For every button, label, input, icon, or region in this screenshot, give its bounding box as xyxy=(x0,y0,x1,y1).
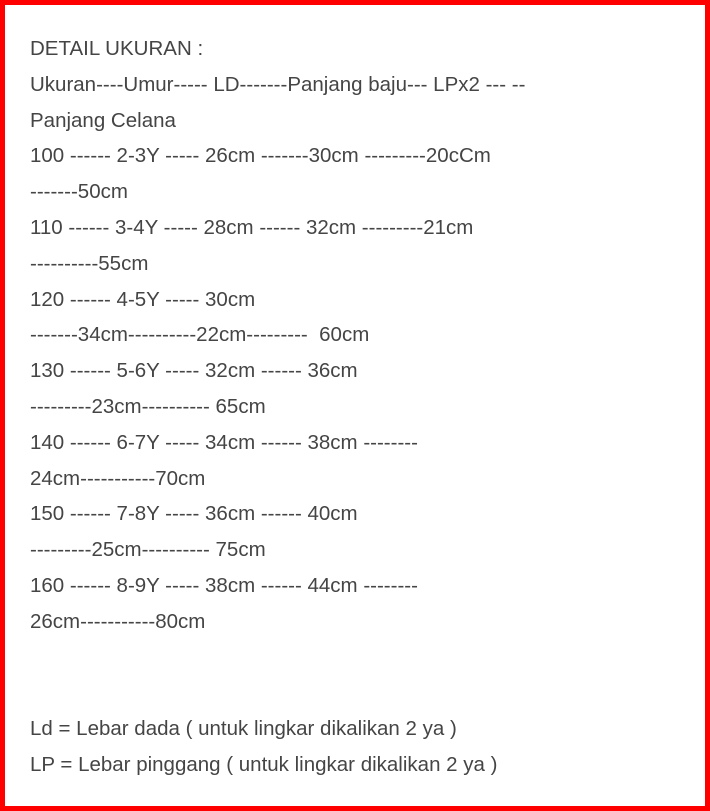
size-row-100: 100 ------ 2-3Y ----- 26cm -------30cm ---------20cCm xyxy=(30,144,491,168)
size-row-130-cont: ---------23cm---------- 65cm xyxy=(30,394,266,418)
blank-line xyxy=(30,675,525,711)
size-row-150-cont: ---------25cm---------- 75cm xyxy=(30,538,266,562)
size-row-150: 150 ------ 7-8Y ----- 36cm ------ 40cm xyxy=(30,502,358,526)
size-row-110-cont: ----------55cm xyxy=(30,251,149,275)
document-title: DETAIL UKURAN : xyxy=(30,37,204,60)
size-row-110: 110 ------ 3-4Y ----- 28cm ------ 32cm ---------21cm xyxy=(30,215,474,239)
size-row-160: 160 ------ 8-9Y ----- 38cm ------ 44cm -------- xyxy=(30,573,418,597)
blank-line xyxy=(30,640,525,676)
size-row-100-cont: -------50cm xyxy=(30,180,128,204)
note-ld: Ld = Lebar dada ( untuk lingkar dikalikan 2 ya ) xyxy=(30,717,457,741)
size-row-140: 140 ------ 6-7Y ----- 34cm ------ 38cm -------- xyxy=(30,430,418,454)
size-row-120-cont: -------34cm----------22cm--------- 60cm xyxy=(30,323,370,347)
size-detail-document xyxy=(30,31,525,783)
note-lp: LP = Lebar pinggang ( untuk lingkar dikalikan 2 ya ) xyxy=(30,752,498,776)
column-header: Ukuran----Umur----- LD-------Panjang baju--- LPx2 --- -- xyxy=(30,72,526,96)
size-row-140-cont: 24cm-----------70cm xyxy=(30,466,206,490)
size-row-130: 130 ------ 5-6Y ----- 32cm ------ 36cm xyxy=(30,359,358,383)
column-header-continued: Panjang Celana xyxy=(30,108,176,132)
size-row-120: 120 ------ 4-5Y ----- 30cm xyxy=(30,287,256,311)
size-row-160-cont: 26cm-----------80cm xyxy=(30,609,206,633)
